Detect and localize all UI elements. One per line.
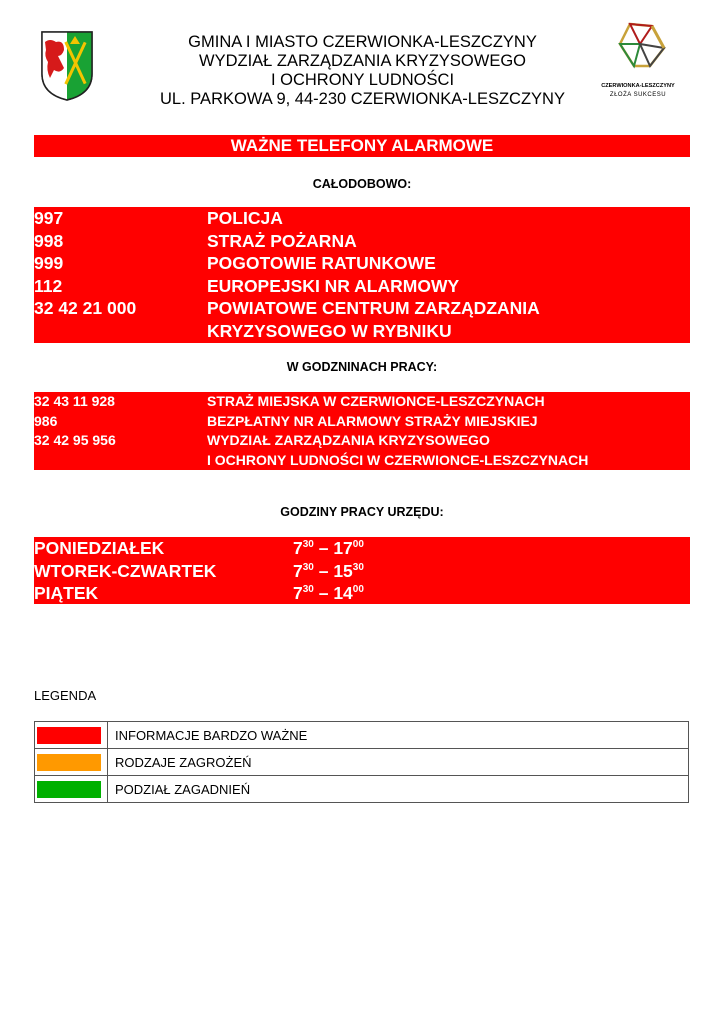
office-hours-label: GODZINY PRACY URZĘDU: bbox=[280, 505, 444, 519]
legend-title: LEGENDA bbox=[34, 688, 97, 703]
round-the-clock-label: CAŁODOBOWO: bbox=[312, 177, 412, 191]
phone-number: 32 42 95 956 bbox=[34, 432, 116, 448]
phone-service-name: POGOTOWIE RATUNKOWE bbox=[207, 253, 436, 273]
legend-row bbox=[35, 776, 689, 803]
weekday-label: WTOREK-CZWARTEK bbox=[34, 560, 217, 581]
header-line-department-cont: I OCHRONY LUDNOŚCI bbox=[270, 71, 455, 89]
phone-number: 32 42 21 000 bbox=[34, 298, 137, 318]
phone-number: 32 43 11 928 bbox=[34, 393, 115, 409]
legend-row bbox=[35, 722, 689, 749]
header-line-department: WYDZIAŁ ZARZĄDZANIA KRYZYSOWEGO bbox=[199, 52, 526, 70]
legend-label: INFORMACJE BARDZO WAŻNE bbox=[108, 722, 689, 749]
phone-service-name-cont: I OCHRONY LUDNOŚCI W CZERWIONCE-LESZCZYNACH bbox=[207, 451, 589, 468]
phone-service-name: EUROPEJSKI NR ALARMOWY bbox=[207, 275, 460, 296]
legend-row bbox=[35, 749, 689, 776]
working-hours-numbers-block bbox=[34, 392, 690, 470]
office-address-header bbox=[130, 33, 595, 109]
legend-swatch bbox=[37, 727, 101, 744]
hours-range: $7^{30} - 17^{00}$ bbox=[293, 538, 364, 558]
office-hours-block bbox=[34, 537, 690, 604]
phone-service-name: STRAŻ POŻARNA bbox=[207, 230, 357, 251]
phone-service-name: BEZPŁATNY NR ALARMOWY STRAŻY MIEJSKIEJ bbox=[207, 412, 538, 429]
logo-brand-text: CZERWIONKA-LESZCZYNY bbox=[601, 83, 675, 89]
legend-table bbox=[34, 721, 689, 803]
emergency-numbers-block bbox=[34, 207, 690, 343]
phone-number: 998 bbox=[34, 230, 64, 251]
phone-service-name: POLICJA bbox=[207, 208, 283, 228]
header-line-address: UL. PARKOWA 9, 44-230 CZERWIONKA-LESZCZYNY bbox=[160, 90, 565, 108]
legend-label: RODZAJE ZAGROŻEŃ bbox=[108, 749, 689, 776]
coat-of-arms-icon bbox=[40, 30, 94, 102]
legend-swatch bbox=[37, 781, 101, 798]
phone-number: 997 bbox=[34, 208, 64, 228]
phone-number: 999 bbox=[34, 253, 64, 273]
phone-number: 112 bbox=[34, 275, 63, 296]
hours-range: $7^{30} - 15^{30}$ bbox=[293, 560, 364, 581]
phone-service-name: STRAŻ MIEJSKA W CZERWIONCE-LESZCZYNACH bbox=[207, 393, 545, 409]
header-line-municipality: GMINA I MIASTO CZERWIONKA-LESZCZYNY bbox=[188, 33, 537, 51]
weekday-label: PIĄTEK bbox=[34, 583, 99, 603]
page-title: WAŻNE TELEFONY ALARMOWE bbox=[34, 135, 690, 157]
working-hours-label: W GODZNINACH PRACY: bbox=[286, 360, 438, 374]
phone-service-name-cont: KRYZYSOWEGO W RYBNIKU bbox=[207, 320, 452, 341]
logo-tagline-text: ZŁOŻA SUKCESU bbox=[609, 92, 667, 98]
legend-swatch bbox=[37, 754, 101, 771]
phone-service-name: WYDZIAŁ ZARZĄDZANIA KRYZYSOWEGO bbox=[207, 432, 490, 448]
phone-service-name: POWIATOWE CENTRUM ZARZĄDZANIA bbox=[207, 298, 540, 318]
hours-range: $7^{30} - 14^{00}$ bbox=[293, 583, 364, 603]
phone-number: 986 bbox=[34, 412, 58, 429]
weekday-label: PONIEDZIAŁEK bbox=[34, 538, 165, 558]
legend-label: PODZIAŁ ZAGADNIEŃ bbox=[108, 776, 689, 803]
